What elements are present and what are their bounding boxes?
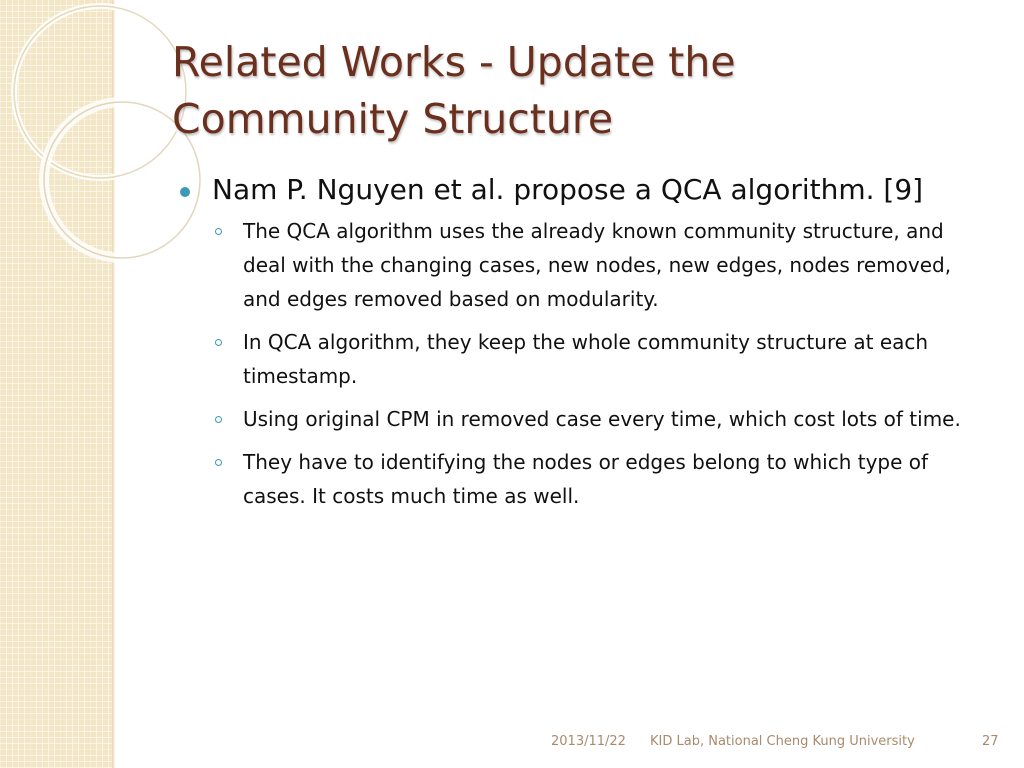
slide-content [180,172,990,522]
sub-bullet [180,402,990,436]
sub-bullet [180,325,990,393]
sub-bullet-ring-icon [215,228,222,235]
sub-bullet [180,445,990,513]
sub-bullet-text: The QCA algorithm uses the already known community structure, and deal with the changing cases, new nodes, new edges, nodes removed, and edges removed based on modularity. [243,219,952,311]
footer-organization: KID Lab, National Cheng Kung University [650,734,915,749]
bullet-text: Nam P. Nguyen et al. propose a QCA algorithm. [9] [212,173,924,206]
sub-bullet-text: They have to identifying the nodes or edges belong to which type of cases. It costs much time as well. [243,450,929,508]
bullet-level-1 [180,172,990,208]
footer-date: 2013/11/22 [551,734,626,749]
bullet-dot-icon [180,187,190,197]
sub-bullet-ring-icon [215,416,222,423]
sub-bullet-ring-icon [215,339,222,346]
sub-bullet [180,214,990,316]
sub-bullet-text: In QCA algorithm, they keep the whole community structure at each timestamp. [243,330,929,388]
footer-page-number: 27 [982,734,999,749]
slide-title: Related Works - Update the Community Structure [172,38,736,143]
sub-bullet-ring-icon [215,459,222,466]
sub-bullet-text: Using original CPM in removed case every time, which cost lots of time. [243,407,961,431]
